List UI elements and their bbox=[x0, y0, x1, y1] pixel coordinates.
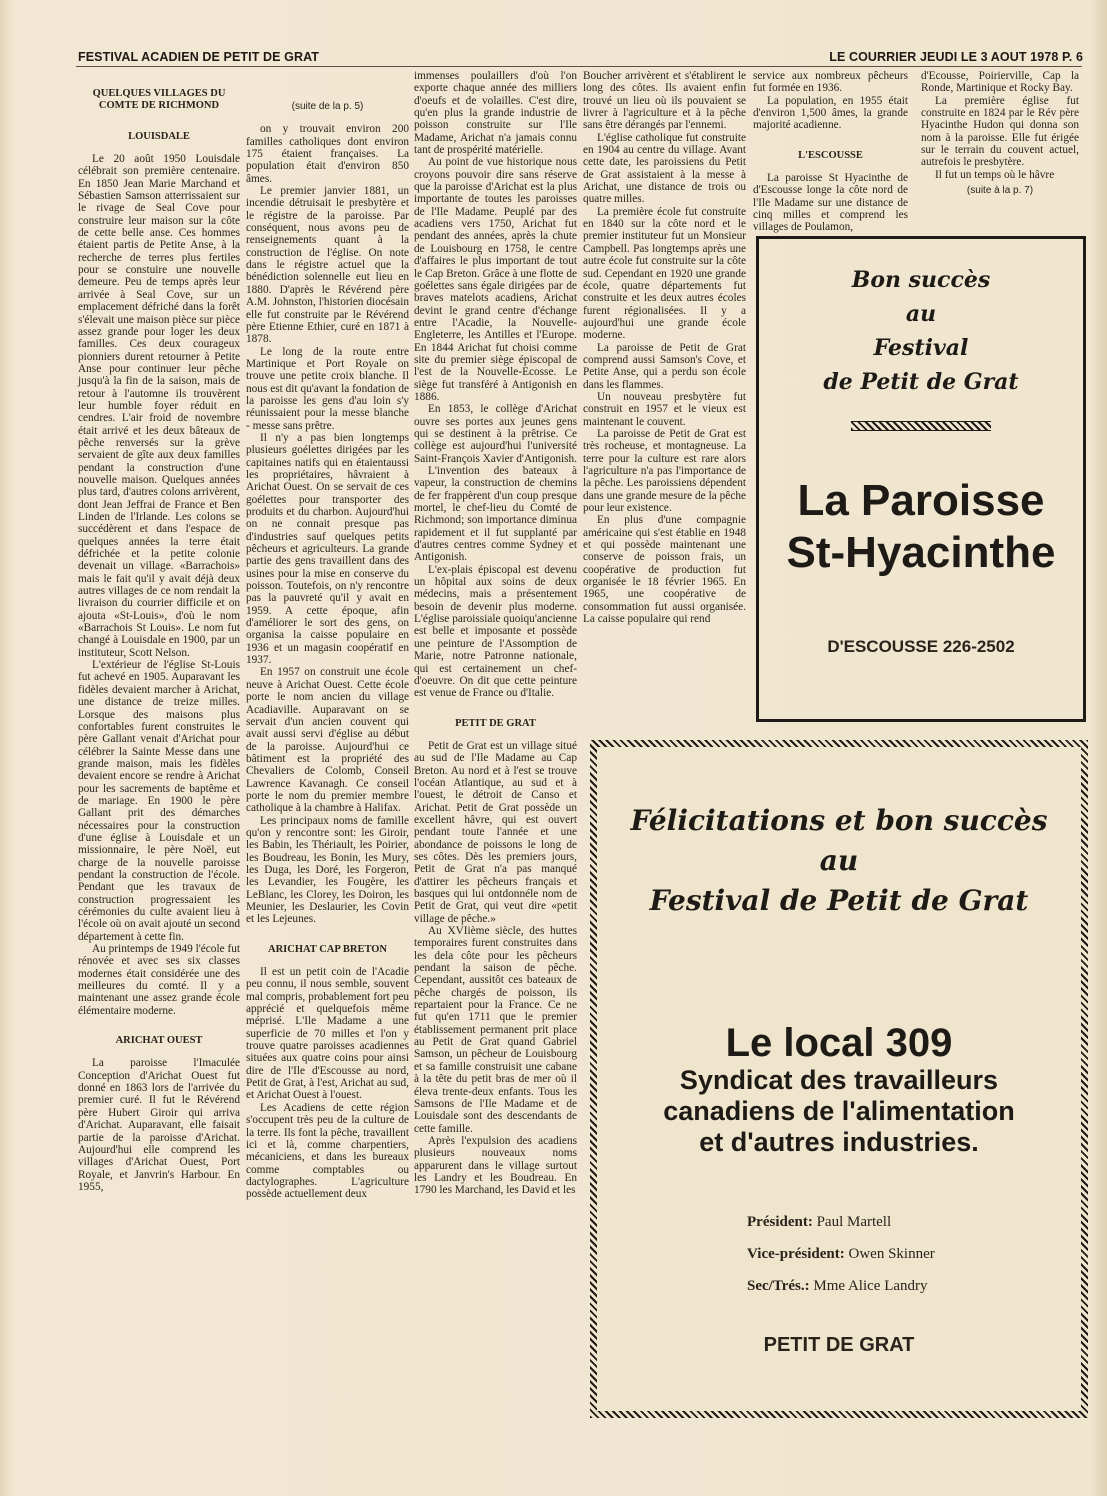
article-paragraph: Le premier janvier 1881, un incendie détruisait le presbytère et le régistre de la paroisse. Par conséquent, nous avons peu de renseignements quant à la construction de l'église. On note dans le régistre actuel que la bénédiction solennelle eut lieu en 1880. D'après le Révérend père A.M. Johnston, l'historien diocésain elle fut construite par le Révérend père Etienne Ethier, curé en 1871 à 1878. bbox=[246, 185, 409, 346]
article-paragraph: La première église fut construite en 1824 par le Rév père Hyacinthe Hudon qui donna son nom à la paroisse. Elle fut érigée sur le terrain du couvent actuel, autrefois le presbytère. bbox=[921, 94, 1079, 169]
section-heading: ARICHAT OUEST bbox=[115, 1035, 203, 1047]
section-heading: ARICHAT CAP BRETON bbox=[267, 943, 388, 955]
ad-greeting: au bbox=[819, 844, 859, 877]
ad-greeting: Félicitations et bon succès bbox=[630, 804, 1048, 837]
officer-row bbox=[747, 1206, 1081, 1238]
section-heading: QUELQUES VILLAGES DU COMTE DE RICHMOND bbox=[92, 88, 226, 112]
article-paragraph: immenses poulaillers d'où l'on exporte chaque année des milliers d'oeufs et de volailles. C'est dire, qu'en plus la grande industrie de poisson construite sur l'Ile Madame, Arichat n'a jamais connu tant de prospérité matérielle. bbox=[414, 70, 577, 157]
section-header: FESTIVAL ACADIEN DE PETIT DE GRAT bbox=[78, 50, 320, 64]
ad-script-line: au bbox=[905, 301, 937, 327]
ad-title bbox=[759, 475, 1083, 579]
section-heading: LOUISDALE bbox=[128, 130, 190, 142]
officer-row bbox=[747, 1238, 1081, 1270]
article-paragraph: Au point de vue historique nous croyons pouvoir dire sans réserve que la paroisse d'Arichat est la plus importante de toutes les paroisses de l'Ile Madame. Peuplé par des acadiens vers 1750, Arichat fut pendant des années, après la chute de Louisbourg en 1758, le centre d'affaires le plus important de tout le Cap Breton. Grâce à une flotte de goélettes sans égale dirigées par de braves matelots acadiens, Arichat devint le grand centre d'échange entre l'Acadie, la Nouvelle-Engleterre, les Antilles et l'Europe. En 1844 Arichat fut choisi comme site du premier siège épiscopal de l'est de la Nouvelle-Ecosse. Le siège fut transféré à Antigonish en 1886. bbox=[414, 156, 577, 403]
article-paragraph: L'extérieur de l'église St-Louis fut achevé en 1905. Auparavant les fidèles devaient marcher à Arichat, une distance de treize milles. Lorsque des maisons plus confortables furent construites le père Gallant venait d'Arichat pour célébrer la Sainte Messe dans une grande maison, mais les fidèles devaient encore se rendre à Arichat pour les sacrements de baptême et de mariage. En 1900 le père Gallant prit des démarches nécessaires pour la construction d'une église à Louisdale et un missionnaire, le père Noël, eut charge de la nouvelle paroisse pendant la construction de l'école. Pendant que les travaux de construction progressaient les cérémonies du culte avaient lieu à l'école où on avait ajouté un second département à cette fin. bbox=[78, 659, 240, 943]
article-paragraph: Au printemps de 1949 l'école fut rénovée et avec ses six classes modernes était considérée une des meilleures du comté. Il y a maintenant une assez grande école élémentaire moderne. bbox=[78, 943, 240, 1017]
article-paragraph: Les principaux noms de famille qu'on y rencontre sont: les Giroir, les Babin, les Thériault, les Poirier, les Boudreau, les Bonin, les Mury, les Duga, les Doré, les Forgeron, les Levandier, les Fougère, les LeBlanc, les Clorey, les Doiron, les Meunier, les Deslaurier, les Covin et les Lejeunes. bbox=[246, 814, 409, 926]
article-paragraph: Boucher arrivèrent et s'établirent le long des côtes. Ils avaient enfin trouvé un lieu où ils pouvaient se livrer à l'agriculture et à la pêche sans être dérangés par l'ennemi. bbox=[583, 70, 746, 132]
article-column-6 bbox=[921, 70, 1079, 207]
article-paragraph: L'invention des bateaux à vapeur, la construction de chemins de fer frappèrent d'un coup presque mortel, le chef-lieu du Comté de Richmond; son importance diminua rapidement et il fut supplanté par d'autres centres comme Sydney et Antigonish. bbox=[414, 465, 577, 564]
article-paragraph: Au XVIième siècle, des huttes temporaires furent construites dans les dela côte pour les pêcheurs pendant la saison de pêche. Cependant, aussitôt ces bateaux de pêche chargés de poisson, ils repartaient pour la France. Ce ne fut qu'en 1711 que le premier établissement permanent prit place au Petit de Grat quand Gabriel Samson, un pêcheur de Louisbourg et sa famille construisit une cabane à la tête du petit bras de mer où il éleva trente-deux enfants. Tous les Samsons de l'Ile Madame et de Louisdale sont des descendants de cette famille. bbox=[414, 925, 577, 1135]
officer-name: Owen Skinner bbox=[848, 1246, 935, 1262]
article-paragraph: Il n'y a pas bien longtemps plusieurs goélettes dirigées par les capitaines natifs qui en étaientaussi les propriétaires, hâvraient à Arichat Ouest. On se servait de ces goélettes pour transporter des produits et du charbon. Aujourd'hui on ne connait presque pas d'industries sauf quelques petits pêcheurs et agriculteurs. La grande partie des gens travaillent dans des usines pour la mise en conserve du poisson. Toutefois, on n'y rencontre pas la pauvreté qu'il y avait en 1959. A cette époque, afin d'améliorer le sort des gens, on organisa la caisse populaire en 1936 et un magasin coopératif en 1937. bbox=[246, 431, 409, 667]
continuation-note: (suite de la p. 5) bbox=[291, 101, 364, 112]
article-paragraph: La population, en 1955 était d'environ 1,500 âmes, la grande majorité acadienne. bbox=[753, 94, 908, 132]
officer-row bbox=[747, 1270, 1081, 1302]
article-paragraph: Il fut un temps où le hâvre bbox=[935, 168, 1055, 181]
article-paragraph: La paroisse de Petit de Grat comprend aussi Samson's Cove, et Petite Anse, qui a perdu son école dans les flammes. bbox=[583, 341, 746, 391]
article-paragraph: Les Acadiens de cette région s'occupent très peu de la culture de la terre. Ils font la pêche, travaillent ici et là, comme charpentiers, mécaniciens, et dans les bureaux comme comptables ou dactylographes. L'agriculture possède actuellement deux bbox=[246, 1101, 409, 1201]
article-paragraph: En plus d'une compagnie américaine qui s'est établie en 1948 et qui possède maintenant une conserve de poisson frais, un coopérative de production fut organisée le 18 février 1965. En 1965, une coopérative de consommation fut aussi organisée. La caisse populaire qui rend bbox=[583, 514, 746, 626]
article-column-3 bbox=[414, 70, 577, 1197]
article-column-2 bbox=[246, 97, 409, 1201]
article-paragraph: Le 20 août 1950 Louisdale célébrait son première centenaire. En 1850 Jean Marie Marchand et Sébastien Samson atterrissaient sur le rivage de Seal Cove pour construire leur maison sur la côte de cette belle anse. Ces hommes étaient partis de Petite Anse, à la recherche de terres plus fertiles pour se constuire une nouvelle demeure. Peu de temps après leur arrivée à Seal Cove, sur un emplacement défriché dans la forêt s'élevait une maison pièce sur pièce assez grande pour loger les deux familles. Ces deux courageux pionniers durent retourner à Petite Anse pour continuer leur pêche jusqu'à la fin de la saison, mais de retour à l'automne ils trouvèrent leur humble foyer réduit en cendres. L'air froid de novembre était arrivé et les deux bâteaux de pêche renversés sur la grève servaient de gîte aux deux familles pendant la construction d'une nouvelle maison. Quelques années plus tard, d'autres colons arrivèrent, dont Jean Jeffrai de France et Ben Linden de l'Irlande. Les colons se succédèrent et dans l'espace de quelques années la terre était défrichée et la petite colonie devenait un village. «Barrachois» mais le fait qu'il y avait déjà deux autres villages de ce nom rendait la livraison du courrier difficile et on ajouta «St-Louis», d'où le nom «Barrachois St Louis». Le nom fut changé à Louisdale en 1900, par un instituteur, Scott Nelson. bbox=[78, 153, 240, 659]
ad-local-309 bbox=[590, 740, 1088, 1418]
ad-contact: D'ESCOUSSE 226-2502 bbox=[827, 637, 1015, 656]
officer-role: Sec/Trés.: bbox=[747, 1278, 810, 1294]
section-heading: L'ESCOUSSE bbox=[798, 149, 863, 161]
ad-title-line: La Paroisse bbox=[797, 476, 1045, 525]
ad-script-line: de Petit de Grat bbox=[823, 369, 1019, 395]
article-paragraph: Un nouveau presbytère fut construit en 1957 et le vieux est maintenant le couvent. bbox=[583, 390, 746, 428]
ad-paroisse-st-hyacinthe bbox=[756, 236, 1086, 722]
ad-greeting: Festival de Petit de Grat bbox=[649, 884, 1029, 917]
decorative-divider bbox=[851, 421, 991, 431]
article-paragraph: La première école fut construite en 1840 sur la côte nord et le premier instituteur fut un Monsieur Campbell. Pas longtemps après une autre école fut construite sur la côte sud. Cependant en 1920 une grande école, quatre départements fut construite et les deux autres écoles furent régionalisées. Il y a aujourd'hui une grande école moderne. bbox=[583, 205, 746, 342]
article-column-4 bbox=[583, 70, 746, 625]
officers-list bbox=[747, 1206, 1081, 1302]
article-paragraph: on y trouvait environ 200 familles catholiques dont environ 175 étaient françaises. La population était d'environ 850 âmes. bbox=[246, 123, 409, 185]
article-paragraph: Petit de Grat est un village situé au sud de l'Ile Madame au Cap Breton. Au nord et à l'est se trouve l'océan Atlantique, au sud et à l'ouest, le détroit de Canso et Arichat. Petit de Grat possède un excellent hâvre, qui est ouvert pendant toute l'année et une abondance de poissons le long de ses côtes. Dès les premiers jours, Petit de Grat n'a pas manqué d'attirer les pêcheurs français et basques qui lui ontdonnéle nom de Petit de Grat, qui veut dire «petit village de pêche.» bbox=[414, 739, 577, 925]
article-paragraph: d'Ecousse, Poirierville, Cap la Ronde, Martinique et Rocky Bay. bbox=[921, 70, 1079, 95]
section-heading: PETIT DE GRAT bbox=[455, 717, 536, 729]
dateline-header: LE COURRIER JEUDI LE 3 AOUT 1978 P. 6 bbox=[829, 50, 1083, 64]
union-name-line: Syndicat des travailleurs bbox=[679, 1065, 999, 1095]
union-name-line: canadiens de l'alimentation bbox=[663, 1096, 1015, 1126]
article-paragraph: Il est un petit coin de l'Acadie peu connu, il nous semble, souvent mal compris, probablement fort peu apprécié et quelquefois même méprisé. L'Ile Madame a une superficie de 70 milles et l'on y trouve quatre paroisses acadiennes situées aux quatre coins pour ainsi dire de l'Ile d'Escousse au nord, Petit de Grat, à l'est, Arichat au sud, et Arichat Ouest à l'ouest. bbox=[246, 966, 409, 1102]
header-rule bbox=[76, 66, 1082, 67]
article-paragraph: En 1957 on construit une école neuve à Arichat Ouest. Cette école porte le nom ancien du village Acadiaville. Auparavant on se servait d'un ancien couvent qui avait aussi servi d'église au début de la paroisse. Aujourd'hui ce bâtiment est la propriété des Chevaliers de Colomb, Conseil Lawrence Kavanagh. Ce conseil porte le nom du premier membre catholique à la chambre à Halifax. bbox=[246, 666, 409, 815]
ad-title-line: St-Hyacinthe bbox=[786, 528, 1056, 577]
officer-name: Paul Martell bbox=[816, 1214, 892, 1230]
article-paragraph: L'ex-plais épiscopal est devenu un hôpital aux soins de deux médecins, mais a présentement besoin de devenir plus moderne. L'église paroissiale quoiqu'ancienne est belle et imposante et possède une peinture de l'Assomption de Marie, notre Patronne nationale, qui est certainement un chef-d'oeuvre. On dit que cette peinture est venue de France ou d'Italie. bbox=[414, 563, 577, 700]
ad-location: PETIT DE GRAT bbox=[763, 1334, 915, 1356]
article-paragraph: La paroisse l'Imaculée Conception d'Arichat Ouest fut donné en 1863 lors de l'arrivée du premier curé. Il fut le Révérend père Hubert Giroir qui arriva d'Arichat. Auparavant, elle faisait partie de la paroisse d'Arichat. Aujourd'hui elle comprend les villages d'Arichat Ouest, Port Royale, et Janvrin's Harbour. En 1955, bbox=[78, 1057, 240, 1193]
article-column-1 bbox=[78, 88, 240, 1193]
officer-name: Mme Alice Landry bbox=[813, 1278, 928, 1294]
ad-title: Le local 309 bbox=[725, 1021, 953, 1065]
union-name-line: et d'autres industries. bbox=[699, 1127, 979, 1157]
ad-script-line: Bon succès bbox=[851, 267, 991, 293]
article-paragraph: En 1853, le collège d'Arichat ouvre ses portes aux jeunes gens qui se destinent à la prêtrise. Ce collège est aujourd'hui l'université Saint-François Xavier d'Antigonish. bbox=[414, 403, 577, 465]
article-paragraph: La paroisse St Hyacinthe de d'Escousse longe la côte nord de l'Ile Madame sur une distance de cinq milles et comprend les villages de Poulamon, bbox=[753, 172, 908, 234]
article-paragraph: service aux nombreux pêcheurs fut formée en 1936. bbox=[753, 70, 908, 95]
article-paragraph: L'église catholique fut construite en 1904 au centre du village. Avant cette date, les paroissiens du Petit de Grat assistaient à la messe à Arichat, une distance de trois ou quatre milles. bbox=[583, 131, 746, 206]
ad-script-line: Festival bbox=[873, 335, 969, 361]
article-paragraph: Après l'expulsion des acadiens plusieurs nouveaux noms apparurent dans le village surtout les Landry et les Boudreau. En 1790 les Marchand, les David et les bbox=[414, 1134, 577, 1197]
officer-role: Président: bbox=[747, 1214, 813, 1230]
article-paragraph: Le long de la route entre Martinique et Port Royale on trouve une petite croix blanche. Il nous est dit qu'avant la fondation de la paroisse les gens d'au loin s'y réunissaient pour la messe blanche - messe sans prêtre. bbox=[246, 345, 409, 432]
article-column-5 bbox=[753, 70, 908, 234]
continuation-note: (suite à la p. 7) bbox=[966, 185, 1034, 197]
officer-role: Vice-président: bbox=[747, 1246, 845, 1262]
article-paragraph: La paroisse de Petit de Grat est très rocheuse, et montagneuse. La terre pour la culture est rare alors l'agriculture n'a pas l'importance de la pêche. Les paroissiens dépendent dans une grande mesure de la pêche pour leur existence. bbox=[583, 427, 746, 515]
